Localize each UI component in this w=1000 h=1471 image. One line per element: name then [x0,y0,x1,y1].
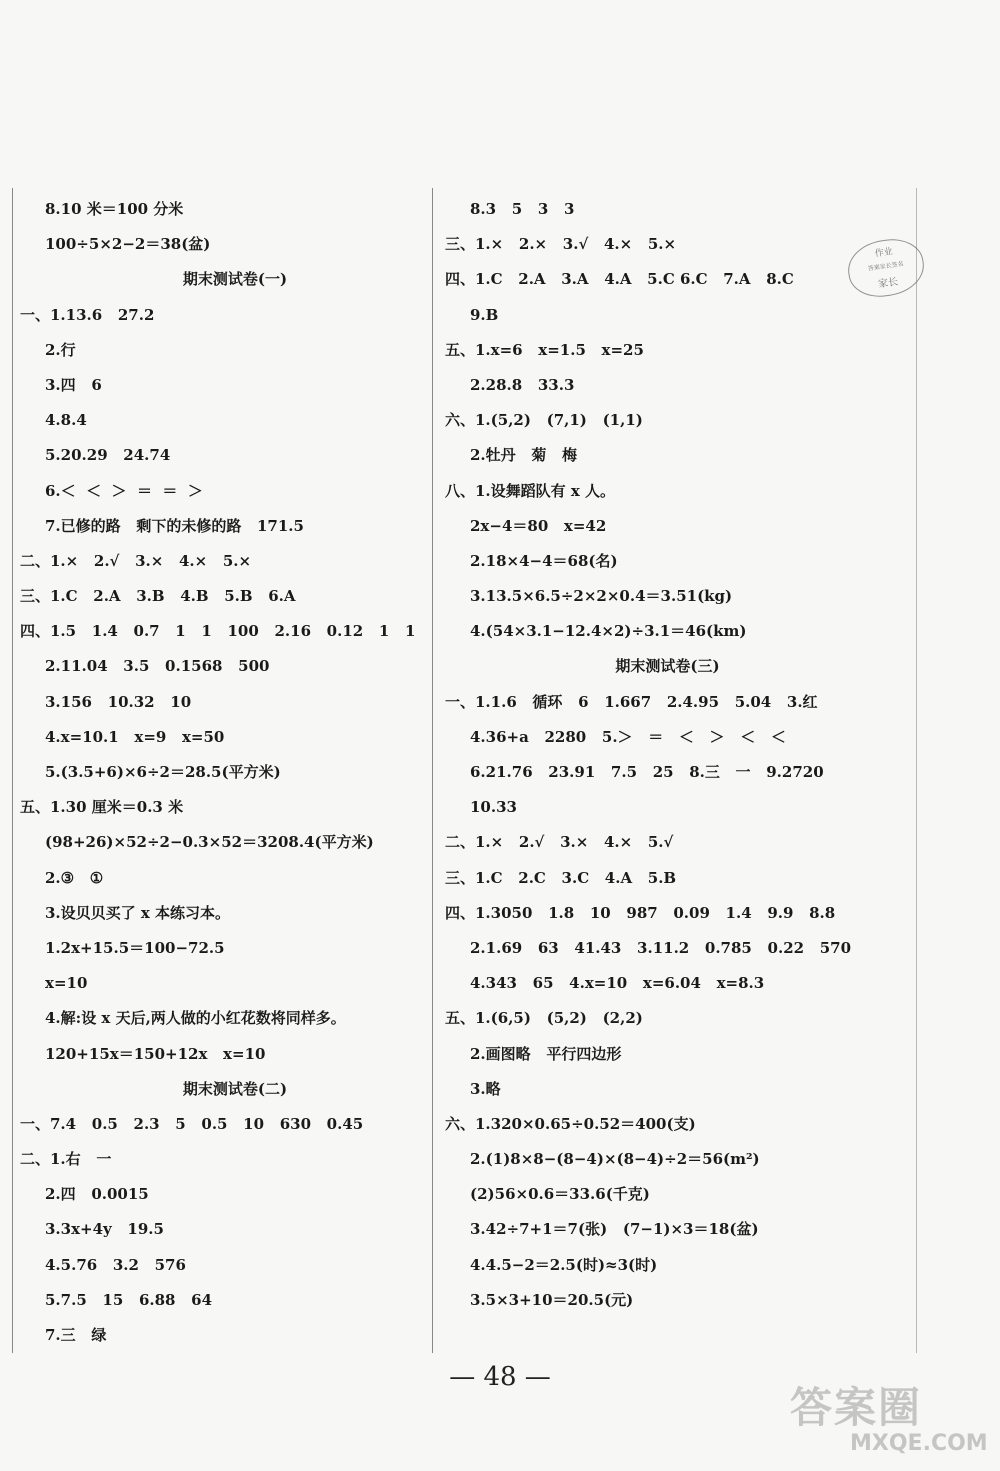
answer-line: 8.3 5 3 3 [470,200,575,218]
answer-line: 一、1.1.6 循环 6 1.667 2.4.95 5.04 3.红 [445,692,818,711]
answer-line: 120+15x＝150+12x x=10 [45,1044,266,1063]
answer-line: 5.20.29 24.74 [45,446,171,465]
answer-line: 4.4.5−2＝2.5(时)≈3(时) [470,1255,658,1274]
answer-line: 二、1.× 2.√ 3.× 4.× 5.√ [445,833,674,852]
answer-line: 4.8.4 [45,411,87,430]
answer-line: 100÷5×2−2＝38(盆) [45,235,211,254]
stamp-line-3: 家长 [877,276,899,291]
stamp-line-1: 作业 [874,246,894,260]
answer-line: 六、1.320×0.65÷0.52＝400(支) [445,1114,696,1133]
answer-line: 7.三 绿 [45,1326,107,1344]
section-title: 期末测试卷(二) [182,1079,288,1098]
answer-line: 2.行 [45,340,76,359]
answer-line: 3.42÷7+1＝7(张) (7−1)×3＝18(盆) [470,1220,759,1239]
left-border-rule [12,188,13,1353]
section-title: 期末测试卷(三) [615,657,720,676]
right-border-rule [916,188,917,1353]
answer-line: 一、7.4 0.5 2.3 5 0.5 10 630 0.45 [20,1114,364,1133]
answer-line: 4.(54×3.1−12.4×2)÷3.1＝46(km) [470,622,747,641]
answer-line: 3.13.5×6.5÷2×2×0.4＝3.51(kg) [470,587,733,606]
column-divider [432,188,433,1353]
answer-line: 2.四 0.0015 [45,1185,149,1204]
answer-line: 8.10 米＝100 分米 [45,200,184,218]
stamp-line-2: 答案家长签名 [867,260,905,273]
answer-line: 3.156 10.32 10 [45,692,192,711]
answer-line: 4.x=10.1 x=9 x=50 [45,727,225,746]
answer-line: 2.牡丹 菊 梅 [470,446,577,465]
answer-line: 3.设贝贝买了 x 本练习本。 [45,903,231,922]
left-answer-column [20,192,425,1353]
answer-line: 5.(3.5+6)×6÷2＝28.5(平方米) [45,763,281,781]
answer-line: 八、1.设舞蹈队有 x 人。 [445,481,616,500]
answer-line: 2.(1)8×8−(8−4)×(8−4)÷2＝56(m²) [470,1150,760,1169]
answer-line: 三、1.× 2.× 3.√ 4.× 5.× [445,235,677,254]
answer-line: 一、1.13.6 27.2 [20,305,155,324]
answer-line: 2x−4＝80 x=42 [470,516,607,535]
answer-line: 7.已修的路 剩下的未修的路 171.5 [45,516,304,535]
answer-line: 3.5×3+10＝20.5(元) [470,1290,634,1309]
answer-line: 6.21.76 23.91 7.5 25 8.三 一 9.2720 [470,763,824,781]
answer-line: 五、1.30 厘米＝0.3 米 [20,798,184,817]
answer-line: 二、1.× 2.√ 3.× 4.× 5.× [20,551,252,570]
answer-line: (98+26)×52÷2−0.3×52＝3208.4(平方米) [45,833,374,852]
answer-line: 2.1.69 63 41.43 3.11.2 0.785 0.22 570 [470,938,852,957]
answer-line: 4.36+a 2280 5.＞ ＝ ＜ ＞ ＜ ＜ [470,727,786,746]
page-number: — 48 — [449,1362,551,1392]
answer-line: 9.B [470,305,499,324]
answer-line: 六、1.(5,2) (7,1) (1,1) [445,411,643,430]
answer-line: (2)56×0.6＝33.6(千克) [470,1185,650,1204]
answer-line: 1.2x+15.5＝100−72.5 [45,938,225,957]
answer-line: 五、1.x=6 x=1.5 x=25 [445,340,644,359]
answer-line: 三、1.C 2.A 3.B 4.B 5.B 6.A [20,587,296,606]
watermark-url: MXQE.COM [850,1431,988,1456]
answer-line: 三、1.C 2.C 3.C 4.A 5.B [445,868,677,887]
answer-line: 2.28.8 33.3 [470,375,575,394]
answer-line: 4.343 65 4.x=10 x=6.04 x=8.3 [470,974,765,993]
answer-line: 3.四 6 [45,375,102,394]
watermark-logo: 答案圈 [790,1383,923,1432]
answer-line: 10.33 [470,798,517,817]
answer-line: 2.③ ① [45,868,104,887]
answer-line: 6.＜ ＜ ＞ ＝ ＝ ＞ [45,481,203,500]
answer-line: x=10 [45,974,88,993]
answer-line: 4.解:设 x 天后,两人做的小红花数将同样多。 [45,1009,346,1028]
section-title: 期末测试卷(一) [182,270,288,289]
answer-line: 3.3x+4y 19.5 [45,1220,164,1239]
answer-line: 2.11.04 3.5 0.1568 500 [45,657,270,676]
answer-line: 2.画图略 平行四边形 [470,1044,622,1063]
answer-line: 四、1.3050 1.8 10 987 0.09 1.4 9.9 8.8 [445,903,836,922]
answer-line: 4.5.76 3.2 576 [45,1255,186,1274]
answer-line: 5.7.5 15 6.88 64 [45,1290,213,1309]
answer-line: 五、1.(6,5) (5,2) (2,2) [445,1009,643,1028]
answer-line: 2.18×4−4＝68(名) [470,551,618,570]
answer-line: 3.略 [470,1079,501,1098]
answer-line: 四、1.5 1.4 0.7 1 1 100 2.16 0.12 1 1 [20,622,416,641]
site-watermark [790,1375,988,1460]
right-answer-column [445,192,865,1318]
answer-line: 四、1.C 2.A 3.A 4.A 5.C 6.C 7.A 8.C [445,270,794,289]
answer-line: 二、1.右 一 [20,1150,112,1169]
